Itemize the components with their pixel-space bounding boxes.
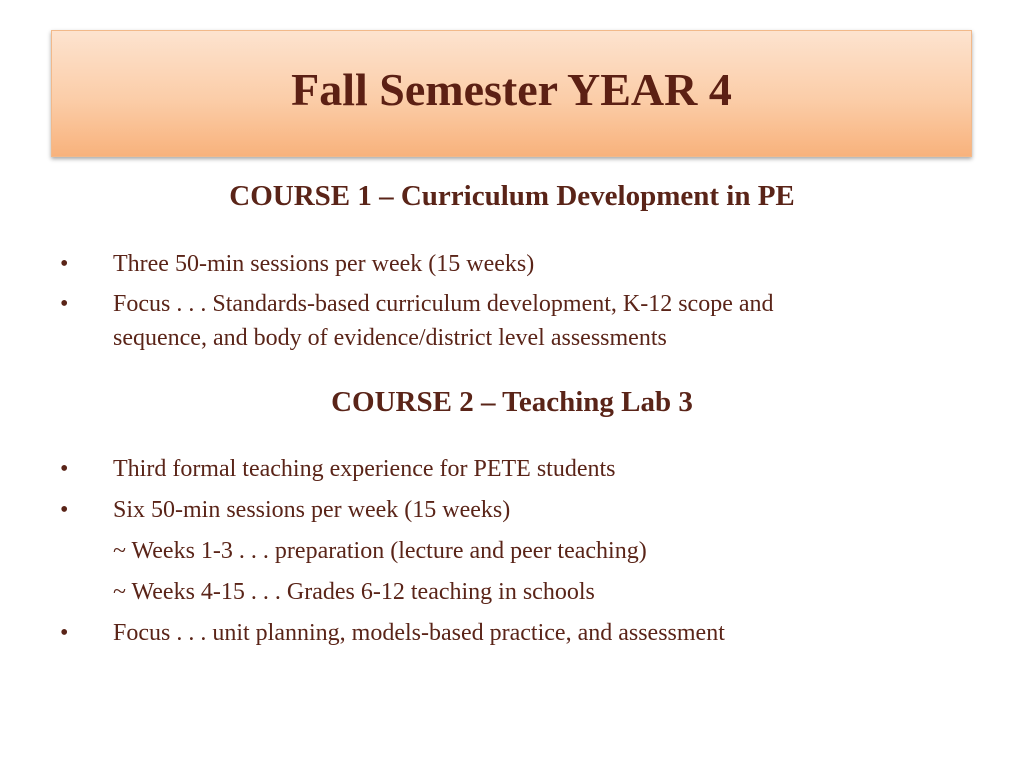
bullet-icon: • (60, 620, 69, 646)
sub-item-text: ~ Weeks 4-15 . . . Grades 6-12 teaching in schools (113, 579, 595, 605)
slide-title: Fall Semester YEAR 4 (291, 64, 732, 115)
bullet-text: sequence, and body of evidence/district level assessments (113, 325, 667, 351)
bullet-text: Three 50-min sessions per week (15 weeks) (113, 251, 535, 277)
course-1-heading: COURSE 1 – Curriculum Development in PE (229, 180, 795, 212)
title-banner (51, 30, 972, 157)
bullet-text: Six 50-min sessions per week (15 weeks) (113, 497, 511, 523)
bullet-icon: • (60, 497, 69, 523)
bullet-icon: • (60, 456, 69, 482)
sub-item-text: ~ Weeks 1-3 . . . preparation (lecture and peer teaching) (113, 538, 647, 564)
bullet-text: Focus . . . Standards-based curriculum development, K-12 scope and (113, 291, 774, 317)
course-2-heading: COURSE 2 – Teaching Lab 3 (331, 386, 693, 418)
bullet-text: Third formal teaching experience for PETE students (113, 456, 616, 482)
bullet-icon: • (60, 291, 69, 317)
bullet-icon: • (60, 251, 69, 277)
bullet-text: Focus . . . unit planning, models-based practice, and assessment (113, 620, 725, 646)
